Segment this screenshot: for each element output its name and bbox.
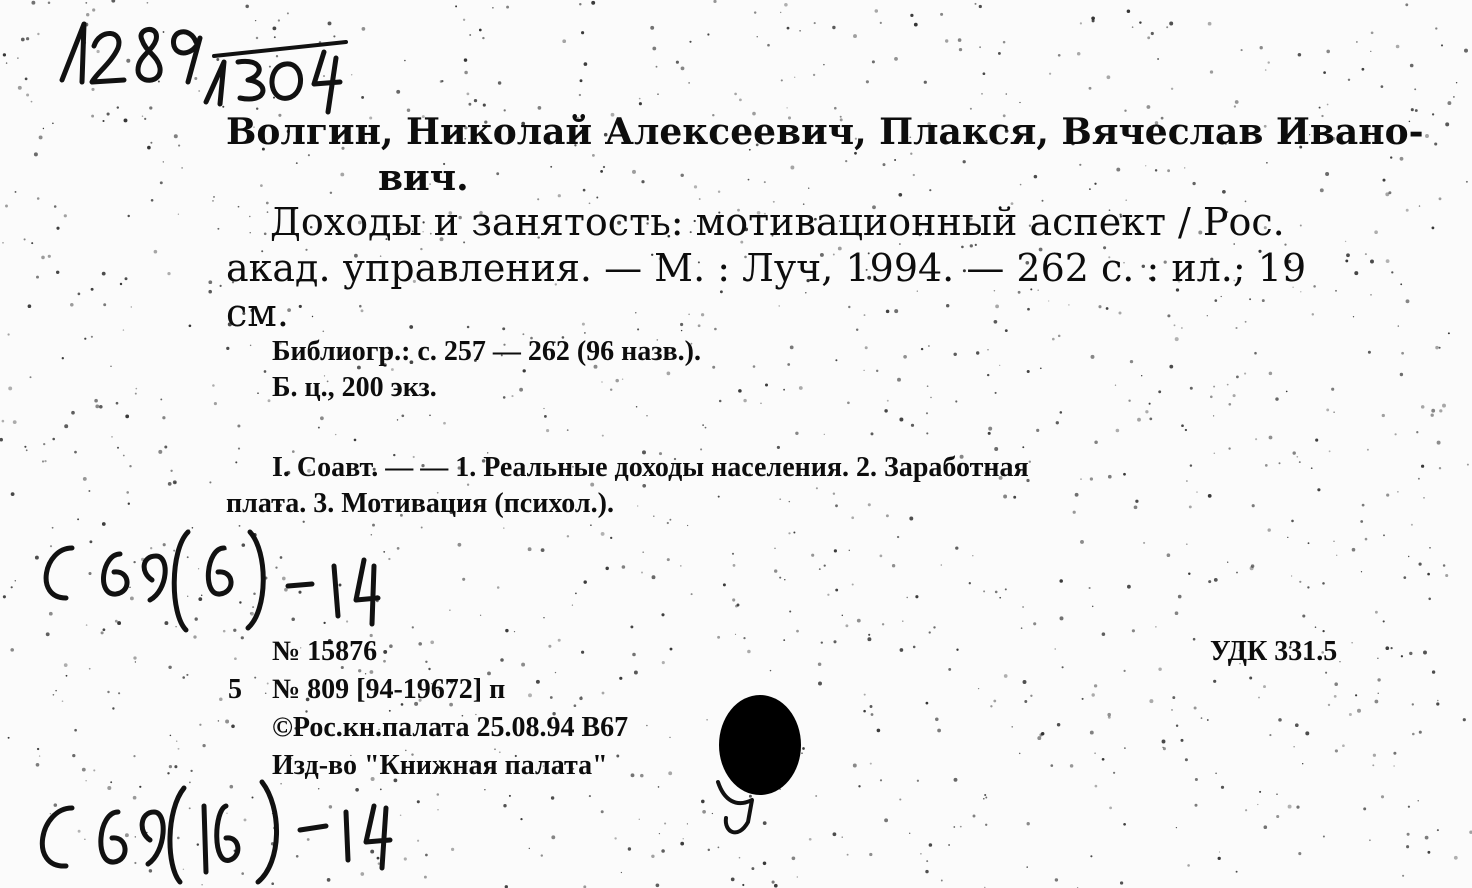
author-line-2: вич. — [378, 157, 469, 199]
handwritten-number-1304 — [206, 52, 340, 112]
title-line-1: Доходы и занятость: мотивационный аспект / Рос. — [270, 200, 1285, 244]
card-number: № 15876 — [272, 636, 378, 667]
secondary-number: № 809 [94-19672] п — [272, 674, 506, 705]
handwritten-code-lower — [42, 782, 390, 882]
handwritten-overline — [214, 42, 346, 56]
handwritten-number-1289 — [62, 24, 200, 82]
copyright-line: ©Рос.кн.палата 25.08.94 В67 — [272, 712, 629, 743]
price-copies-note: Б. ц., 200 экз. — [272, 372, 437, 403]
subject-tracings-line-2: плата. 3. Мотивация (психол.). — [226, 488, 614, 519]
author-line-1: Волгин, Николай Алексеевич, Плакся, Вячеслав Ивано- — [226, 111, 1424, 153]
title-line-2: акад. управления. — М. : Луч, 1994. — 262 с. : ил.; 19 — [226, 246, 1307, 290]
udk-code: УДК 331.5 — [1210, 636, 1338, 667]
publisher-line: Изд-во "Книжная палата" — [272, 750, 608, 781]
punch-hole — [719, 695, 801, 795]
subject-tracings-line-1: I. Соавт. — — 1. Реальные доходы населения. 2. Заработная — [272, 452, 1029, 483]
handwritten-code-upper — [46, 532, 378, 630]
bibliography-note: Библиогр.: с. 257 — 262 (96 назв.). — [272, 336, 701, 367]
prefix-digit: 5 — [228, 674, 242, 705]
title-line-3: см. — [226, 291, 289, 335]
